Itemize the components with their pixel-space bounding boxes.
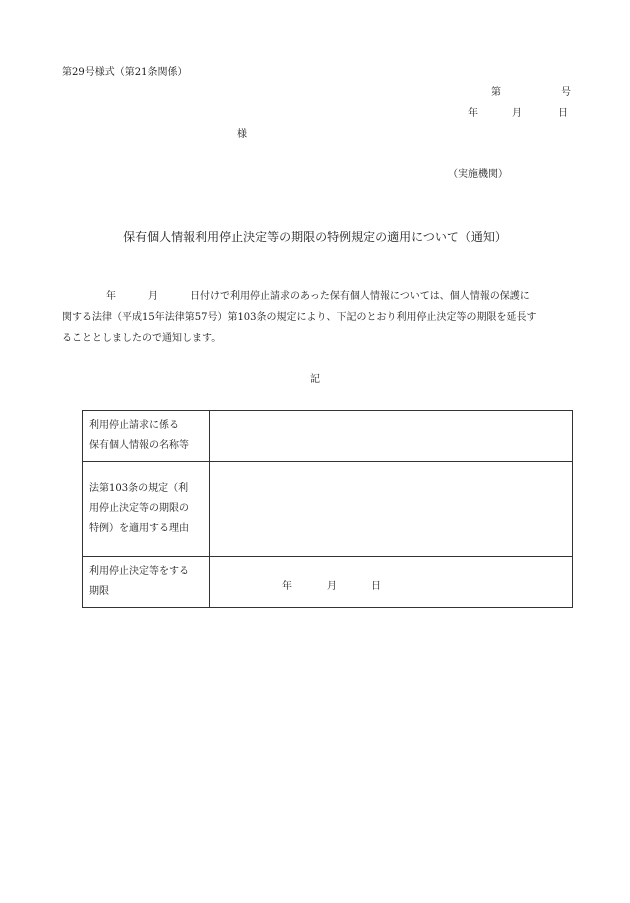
body-year: 年 [106,291,116,302]
label-line: 法第103条の規定（利 [89,483,189,494]
label-line: 保有個人情報の名称等 [89,440,189,451]
row-value-name[interactable] [210,411,573,462]
form-number: 第29号様式（第21条関係） [62,67,188,78]
doc-number-suffix: 号 [561,87,571,98]
document-title: 保有個人情報利用停止決定等の期限の特例規定の適用について（通知） [123,230,507,244]
body-line-1 [62,286,570,307]
body-paragraph [62,286,570,349]
table-row [83,411,573,462]
row-value-deadline[interactable] [210,557,573,608]
body-line-2: 関する法律（平成15年法律第57号）第103条の規定により、下記のとおり利用停止決定等の期限を延長す [62,312,537,323]
body-month: 月 [148,291,158,302]
row-value-reason[interactable] [210,462,573,557]
ki-heading: 記 [310,374,320,385]
issuer: （実施機関） [448,169,508,180]
label-line: 期限 [89,586,109,597]
doc-number-prefix: 第 [491,87,501,98]
label-line: 利用停止請求に係る [89,420,179,431]
label-line: 利用停止決定等をする [89,566,189,577]
body-day-text: 日付けで利用停止請求のあった保有個人情報については、個人情報の保護に [190,291,530,302]
table-row [83,462,573,557]
addressee: 様 [237,129,247,140]
body-line-3: ることとしましたので通知します。 [62,333,222,344]
deadline-month: 月 [327,581,337,592]
deadline-year: 年 [282,581,292,592]
details-table [82,410,573,608]
date-year: 年 [468,108,478,119]
table-row [83,557,573,608]
label-line: 用停止決定等の期限の [89,503,189,514]
date-month: 月 [512,108,522,119]
deadline-day: 日 [371,581,381,592]
row-label-deadline [83,557,210,608]
date-day: 日 [558,108,568,119]
label-line: 特例）を適用する理由 [89,523,189,534]
row-label-reason [83,462,210,557]
row-label-name [83,411,210,462]
